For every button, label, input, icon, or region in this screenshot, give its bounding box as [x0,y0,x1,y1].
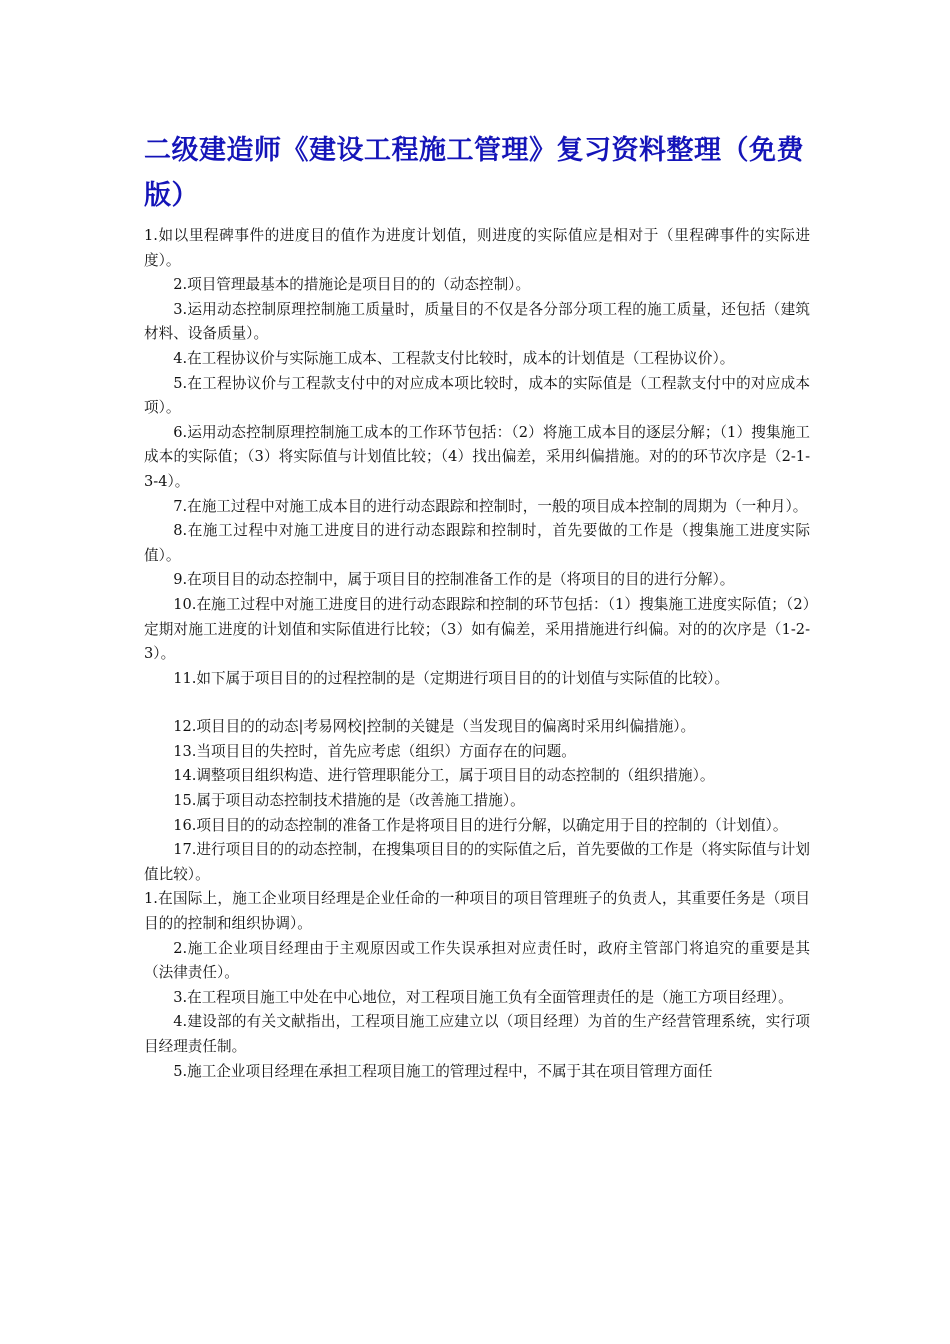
document-title: 二级建造师《建设工程施工管理》复习资料整理（免费版） [144,135,804,211]
list-item: 2.项目管理最基本的措施论是项目目的的（动态控制）。 [173,276,531,294]
list-item: 1.如以里程碑事件的进度目的值作为进度计划值，则进度的实际值应是相对于（里程碑事件的实际进度）。 [144,227,810,269]
list-item: 14.调整项目组织构造、进行管理职能分工，属于项目目的动态控制的（组织措施）。 [173,767,715,785]
list-item: 4.建设部的有关文献指出，工程项目施工应建立以（项目经理）为首的生产经营管理系统，实行项目经理责任制。 [144,1013,810,1055]
list-item: 15.属于项目动态控制技术措施的是（改善施工措施）。 [173,792,525,810]
list-item: 17.进行项目目的的动态控制，在搜集项目目的的实际值之后，首先要做的工作是（将实际值与计划值比较）。 [144,841,810,883]
list-item: 8.在施工过程中对施工进度目的进行动态跟踪和控制时，首先要做的工作是（搜集施工进度实际值）。 [144,522,810,564]
list-item: 3.运用动态控制原理控制施工质量时，质量目的不仅是各分部分项工程的施工质量，还包括（建筑材料、设备质量）。 [144,300,810,343]
list-item: 4.在工程协议价与实际施工成本、工程款支付比较时，成本的计划值是（工程协议价）。 [173,349,735,367]
list-item: 1.在国际上，施工企业项目经理是企业任命的一种项目的项目管理班子的负责人，其重要任务是（项目目的的控制和组织协调）。 [144,890,810,933]
list-item: 5.在工程协议价与工程款支付中的对应成本项比较时，成本的实际值是（工程款支付中的对应成本项）。 [144,374,810,417]
list-item: 11.如下属于项目目的的过程控制的是（定期进行项目目的的计划值与实际值的比较）。 [173,669,730,687]
list-item: 13.当项目目的失控时，首先应考虑（组织）方面存在的问题。 [173,742,576,760]
list-item: 5.施工企业项目经理在承担工程项目施工的管理过程中，不属于其在项目管理方面任 [173,1062,713,1080]
list-item: 2.施工企业项目经理由于主观原因或工作失误承担对应责任时，政府主管部门将追究的重要是其（法律责任）。 [144,939,810,982]
list-item: 7.在施工过程中对施工成本目的进行动态跟踪和控制时，一般的项目成本控制的周期为（一种月）。 [173,497,808,515]
list-item: 10.在施工过程中对施工进度目的进行动态跟踪和控制的环节包括：（1）搜集施工进度实际值；（2）定期对施工进度的计划值和实际值进行比较；（3）如有偏差，采用措施进行纠偏。对的的次序是（1-2-3）。 [144,595,810,663]
paragraph-list [144,224,810,1084]
document-page [144,128,810,1084]
list-item: 9.在项目目的动态控制中，属于项目目的控制准备工作的是（将项目的目的进行分解）。 [173,571,735,589]
list-item: 3.在工程项目施工中处在中心地位，对工程项目施工负有全面管理责任的是（施工方项目经理）。 [173,988,793,1006]
list-item: 16.项目目的的动态控制的准备工作是将项目目的进行分解，以确定用于目的控制的（计划值）。 [173,816,788,834]
list-item: 12.项目目的的动态|考易网校|控制的关键是（当发现目的偏离时采用纠偏措施）。 [173,718,696,736]
list-item: 6.运用动态控制原理控制施工成本的工作环节包括：（2）将施工成本目的逐层分解；（1）搜集施工成本的实际值；（3）将实际值与计划值比较；（4）找出偏差，采用纠偏措施。对的的环节次序是（2-1-3-4）。 [144,423,810,490]
